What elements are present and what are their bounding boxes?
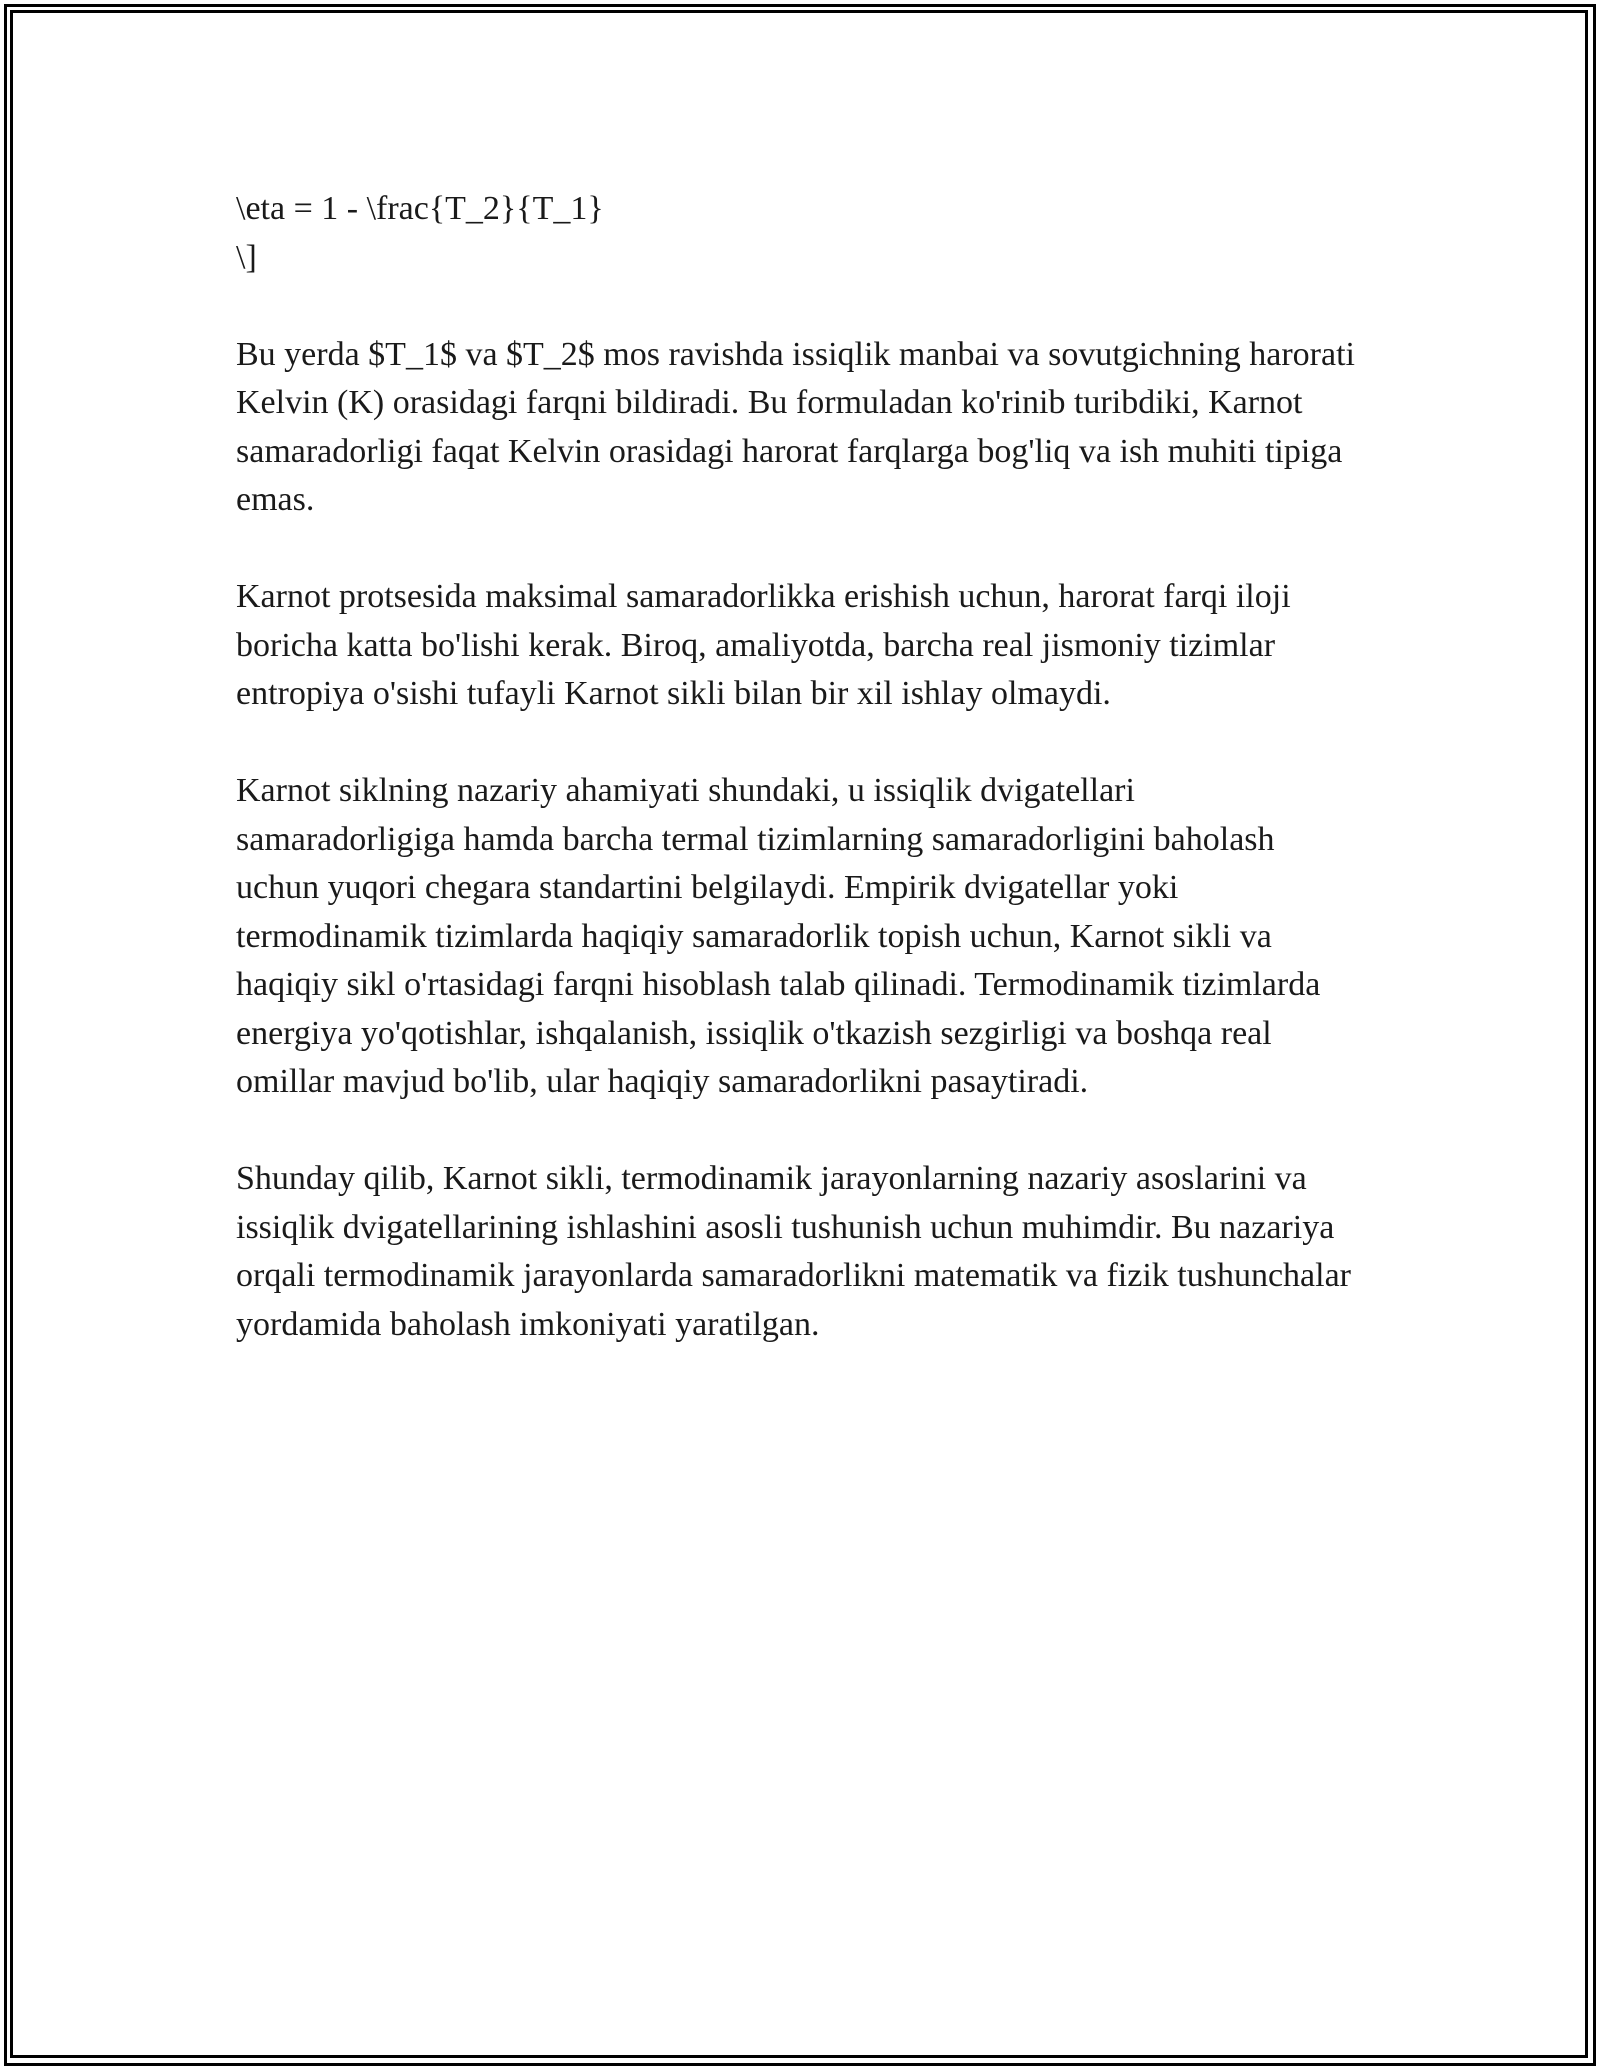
paragraph: Bu yerda $T_1$ va $T_2$ mos ravishda issiqlik manbai va sovutgichning harorati Kelvin (K) orasidagi farqni bildiradi. Bu formuladan ko'rinib turibdiki, Karnot samaradorligi faqat Kelvin orasidagi harorat farqlarga bog'liq va ish muhiti tipiga emas. (236, 335, 1355, 518)
paragraph-gap (236, 282, 1356, 331)
paragraph: Shunday qilib, Karnot sikli, termodinamik jarayonlarning nazariy asoslarini va issiqlik dvigatellarining ishlashini asosli tushunish uchun muhimdir. Bu nazariya orqali termodinamik jarayonlarda samaradorlikni matematik va fizik tushunchalar yordamida baholash imkoniyati yaratilgan. (236, 1160, 1351, 1343)
paragraph-gap (236, 1107, 1356, 1156)
formula-line: \eta = 1 - \frac{T_2}{T_1} (236, 190, 604, 227)
paragraph: Karnot protsesida maksimal samaradorlikka erishish uchun, harorat farqi iloji boricha katta bo'lishi kerak. Biroq, amaliyotda, barcha real jismoniy tizimlar entropiya o'sishi tufayli Karnot sikli bilan bir xil ishlay olmaydi. (236, 578, 1291, 712)
document-body (236, 185, 1356, 1349)
paragraph-gap (236, 719, 1356, 768)
paragraph-gap (236, 525, 1356, 574)
paragraph: Karnot siklning nazariy ahamiyati shundaki, u issiqlik dvigatellari samaradorligiga hamda barcha termal tizimlarning samaradorligini baholash uchun yuqori chegara standartini belgilaydi. Empirik dvigatellar yoki termodinamik tizimlarda haqiqiy samaradorlik topish uchun, Karnot sikli va haqiqiy sikl o'rtasidagi farqni hisoblash talab qilinadi. Termodinamik tizimlarda energiya yo'qotishlar, ishqalanish, issiqlik o'tkazish sezgirligi va boshqa real omillar mavjud bo'lib, ular haqiqiy samaradorlikni pasaytiradi. (236, 772, 1321, 1100)
formula-line: \] (236, 238, 257, 276)
